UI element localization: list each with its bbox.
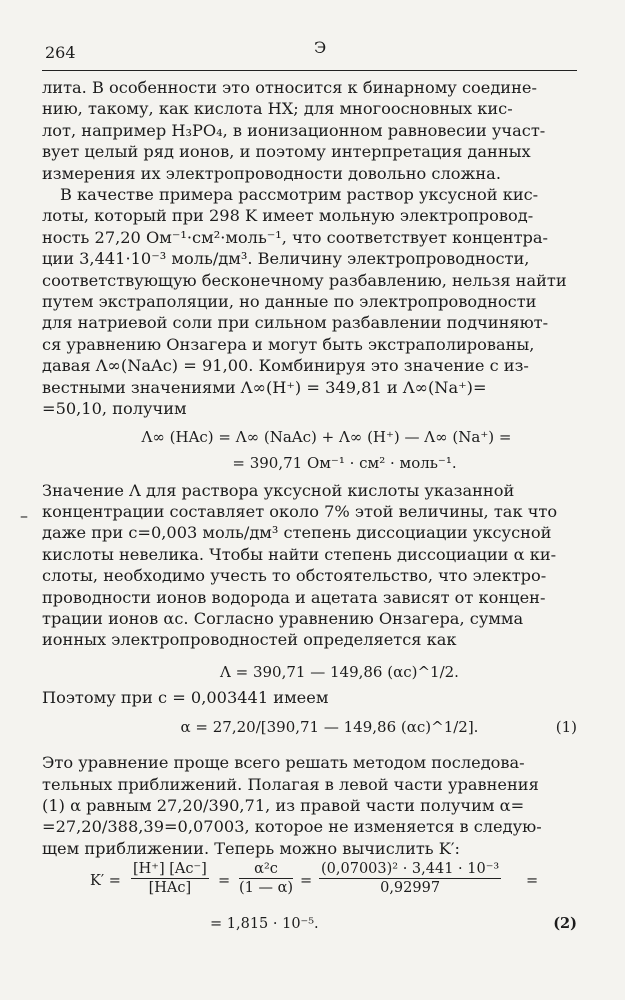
text-line: =50,10, получим (42, 399, 187, 419)
text-line: даже при c=0,003 моль/дм³ степень диссоциации уксусной (42, 523, 552, 543)
text-line: тельных приближений. Полагая в левой части уравнения (42, 774, 539, 794)
page-number: 264 (45, 43, 76, 62)
equation-4-result: = 1,815 · 10⁻⁵. (210, 916, 319, 933)
text-line: лот, например H₃PO₄, в ионизационном равновесии участ- (42, 120, 546, 140)
equation-4 (42, 861, 577, 907)
paragraph-1 (42, 77, 577, 184)
text-line: кислоты невелика. Чтобы найти степень диссоциации α ки- (42, 544, 557, 564)
fraction-denominator: [HAc] (148, 880, 192, 897)
text-line: слоты, необходимо учесть то обстоятельство, что электро- (42, 566, 547, 586)
text-line: Значение Λ для раствора уксусной кислоты указанной (42, 480, 515, 500)
equation-1-line-2: = 390,71 Ом⁻¹ · см² · моль⁻¹. (232, 453, 457, 472)
text-line: путем экстраполяции, но данные по электропроводности (42, 292, 537, 312)
text-line: вует целый ряд ионов, и поэтому интерпретация данных (42, 142, 531, 162)
paragraph-2 (42, 184, 577, 419)
text-line: для натриевой соли при сильном разбавлении подчиняют- (42, 313, 549, 333)
text-line: ции 3,441·10⁻³ моль/дм³. Величину электропроводности, (42, 249, 530, 269)
equals-sign: = (300, 873, 313, 890)
equals-sign: = (218, 873, 231, 890)
paragraph-poetomu (42, 687, 577, 708)
equation-4-lhs: K′ = (90, 873, 121, 890)
text-line: =27,20/388,39=0,07003, которое не изменяется в следую- (42, 817, 542, 837)
text-line: щем приближении. Теперь можно вычислить K′: (42, 838, 460, 858)
equation-number-1: (1) (555, 718, 577, 737)
fraction-concentrations (131, 861, 209, 896)
fraction-denominator: (1 — α) (239, 880, 294, 897)
header-mark: Э (314, 38, 327, 57)
text-line: вестными значениями Λ∞(H⁺) = 349,81 и Λ∞(Na⁺)= (42, 377, 487, 397)
text-line: ионных электропроводностей определяется как (42, 630, 457, 650)
text-line: проводности ионов водорода и ацетата зависят от концен- (42, 587, 546, 607)
text-line: трации ионов αc. Согласно уравнению Онзагера, сумма (42, 608, 524, 628)
fraction-numerator: α²c (239, 861, 293, 879)
fraction-denominator: 0,92997 (380, 880, 441, 897)
fraction-numerator: [H⁺] [Ac⁻] (133, 861, 207, 878)
text-line: соответствующую бесконечному разбавлению, нельзя найти (42, 270, 567, 290)
equation-3 (42, 714, 577, 740)
page-header (42, 38, 577, 68)
text-line: измерения их электропроводности довольно сложна. (42, 163, 501, 183)
text-line: ся уравнению Онзагера и могут быть экстраполированы, (42, 334, 535, 354)
equation-1 (42, 424, 577, 476)
margin-mark: – (20, 506, 28, 525)
text-line: ность 27,20 Ом⁻¹·см²·моль⁻¹, что соответствует концентра- (42, 227, 549, 247)
text-line: лита. В особенности это относится к бинарному соедине- (42, 78, 537, 97)
text-line: (1) α равным 27,20/390,71, из правой части получим α= (42, 795, 525, 815)
text-line: нию, такому, как кислота HX; для многоосновных кис- (42, 99, 513, 119)
book-page (42, 38, 577, 937)
equation-4-line-2 (42, 911, 577, 937)
paragraph-3 (42, 480, 577, 651)
fraction-alpha (239, 861, 293, 896)
fraction-numeric (319, 861, 501, 896)
fraction-numerator: (0,07003)² · 3,441 · 10⁻³ (321, 861, 500, 878)
text-line: концентрации составляет около 7% этой величины, так что (42, 501, 558, 521)
paragraph-4 (42, 752, 577, 859)
text-line: лоты, который при 298 K имеет мольную электропровод- (42, 206, 534, 226)
equation-2: Λ = 390,71 — 149,86 (αc)^1/2. (220, 662, 459, 681)
equation-number-2: (2) (553, 915, 577, 933)
text-line: В качестве примера рассмотрим раствор уксусной кис- (60, 185, 539, 205)
equation-1-line-1: Λ∞ (HAc) = Λ∞ (NaAc) + Λ∞ (H⁺) — Λ∞ (Na⁺) = (141, 427, 512, 446)
equation-3-body: α = 27,20/[390,71 — 149,86 (αc)^1/2]. (180, 718, 479, 737)
equals-sign: = (526, 873, 539, 890)
text-line: Это уравнение проще всего решать методом последова- (42, 753, 525, 773)
header-rule (42, 70, 577, 71)
text-line: Поэтому при c = 0,003441 имеем (42, 687, 329, 707)
text-line: давая Λ∞(NaAc) = 91,00. Комбинируя это значение с из- (42, 356, 529, 376)
